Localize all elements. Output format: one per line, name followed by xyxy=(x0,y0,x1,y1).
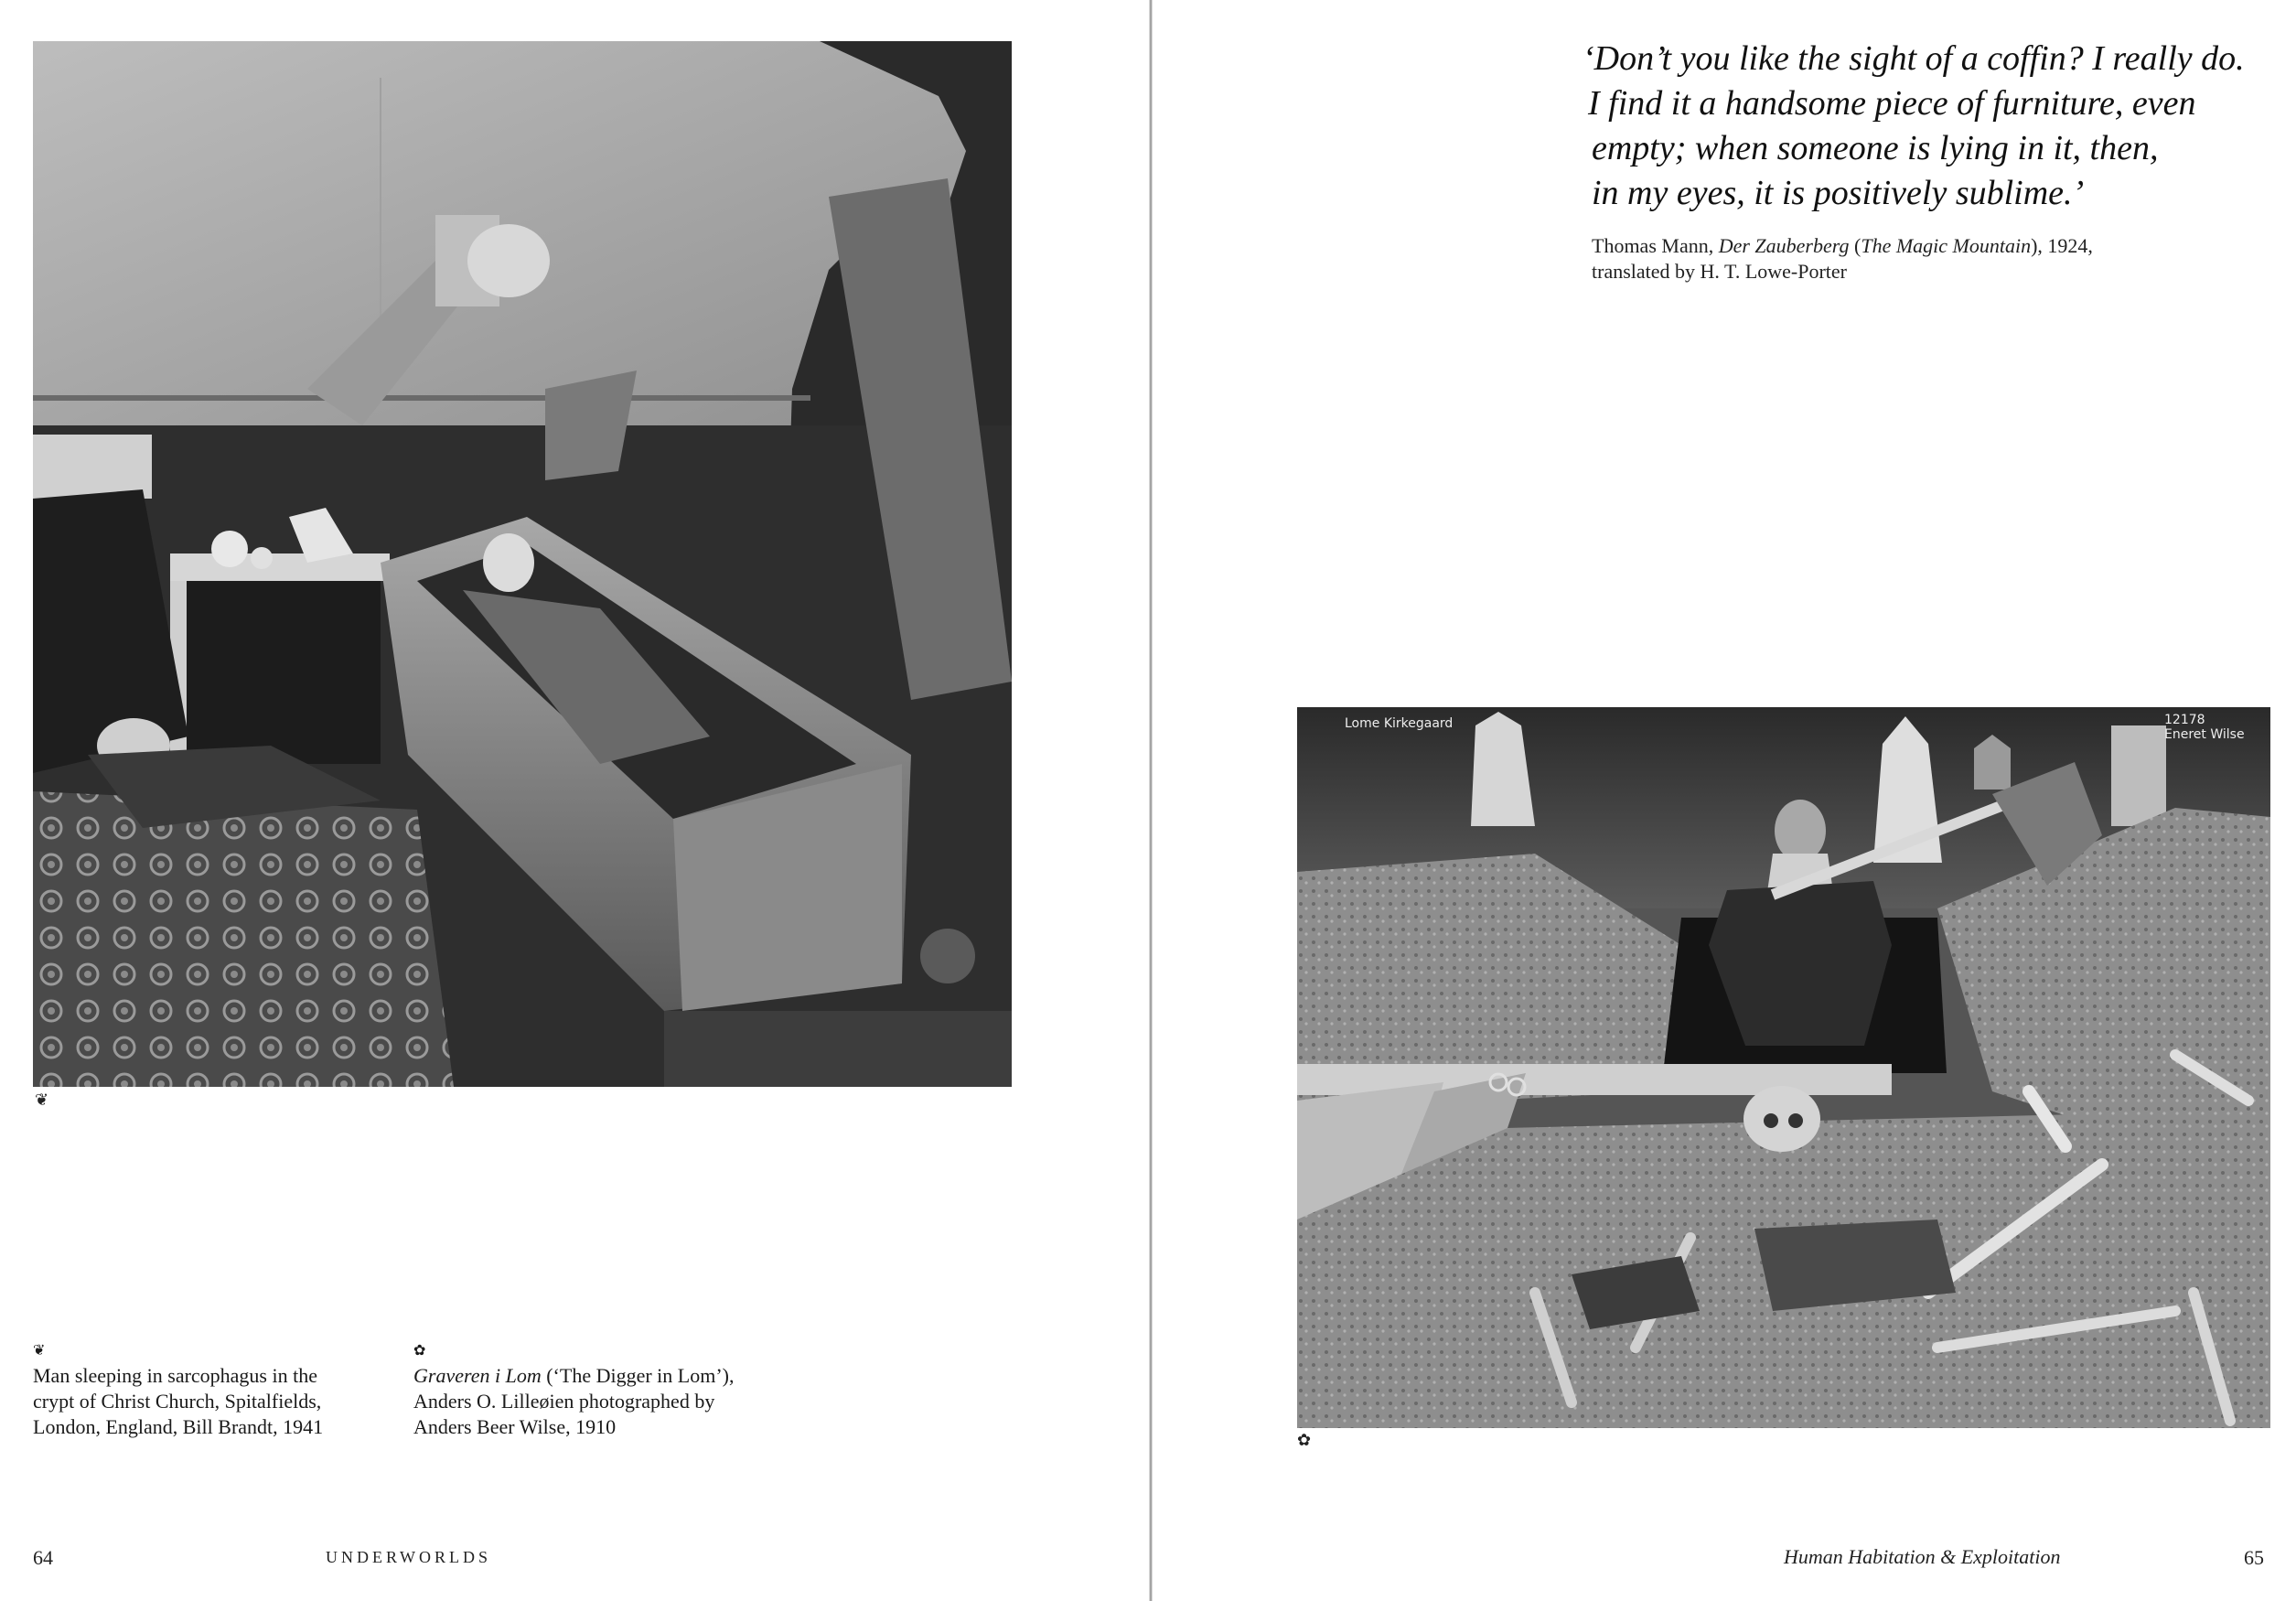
caption-flower-icon: ✿ xyxy=(413,1341,426,1359)
folio-left: 64 xyxy=(33,1546,53,1569)
caption-work-title: Graveren i Lom xyxy=(413,1364,542,1387)
caption-line: London, England, Bill Brandt, 1941 xyxy=(33,1415,324,1438)
quote-line: I find it a handsome piece of furniture, even xyxy=(1588,84,2196,123)
attribution-line xyxy=(1592,233,2232,259)
photo-sarcophagus-crypt xyxy=(33,41,1012,1087)
quote-line: empty; when someone is lying in it, then, xyxy=(1592,129,2159,167)
digger-photo-graphic xyxy=(1297,707,2270,1428)
caption-line xyxy=(413,1363,798,1389)
quote-line: in my eyes, it is positively sublime.’ xyxy=(1592,174,2085,212)
running-head-left: UNDERWORLDS xyxy=(326,1548,492,1566)
crypt-photo-graphic xyxy=(33,41,1012,1087)
caption-line: crypt of Christ Church, Spitalfields, xyxy=(33,1390,322,1413)
caption-line: Anders Beer Wilse, 1910 xyxy=(413,1415,617,1438)
photo-marker-flower-icon: ✿ xyxy=(1297,1431,1312,1450)
attribution-paren: ( xyxy=(1849,234,1861,257)
attribution-title-english: The Magic Mountain xyxy=(1861,234,2032,257)
attribution-translator: translated by H. T. Lowe-Porter xyxy=(1592,260,1847,283)
photo-marker-fleuron-icon: ❦ xyxy=(35,1091,49,1110)
epigraph-quote xyxy=(1583,37,2278,216)
book-gutter xyxy=(1149,0,1153,1601)
caption-line: Anders O. Lilleøien photographed by xyxy=(413,1390,715,1413)
attribution-author: Thomas Mann, xyxy=(1592,234,1719,257)
photo-digger-in-lom xyxy=(1297,707,2270,1428)
folio-right: 65 xyxy=(2244,1546,2264,1569)
inscription-plate-number: 12178 xyxy=(2164,713,2205,727)
caption-fleuron-icon: ❦ xyxy=(33,1341,46,1359)
caption-line: Man sleeping in sarcophagus in the xyxy=(33,1364,317,1387)
inscription-photographer: Eneret Wilse xyxy=(2164,727,2245,742)
inscription-cemetery-name: Lome Kirkegaard xyxy=(1345,716,1454,731)
caption-sarcophagus xyxy=(33,1341,381,1440)
quote-line: ‘Don’t you like the sight of a coffin? I really do. xyxy=(1583,39,2245,78)
quote-attribution xyxy=(1592,233,2232,285)
running-head-right: Human Habitation & Exploitation xyxy=(1784,1545,2061,1568)
attribution-title: Der Zauberberg xyxy=(1718,234,1850,257)
caption-digger xyxy=(413,1341,798,1440)
attribution-date: ), 1924, xyxy=(2031,234,2093,257)
caption-work-translation: (‘The Digger in Lom’), xyxy=(541,1364,735,1387)
